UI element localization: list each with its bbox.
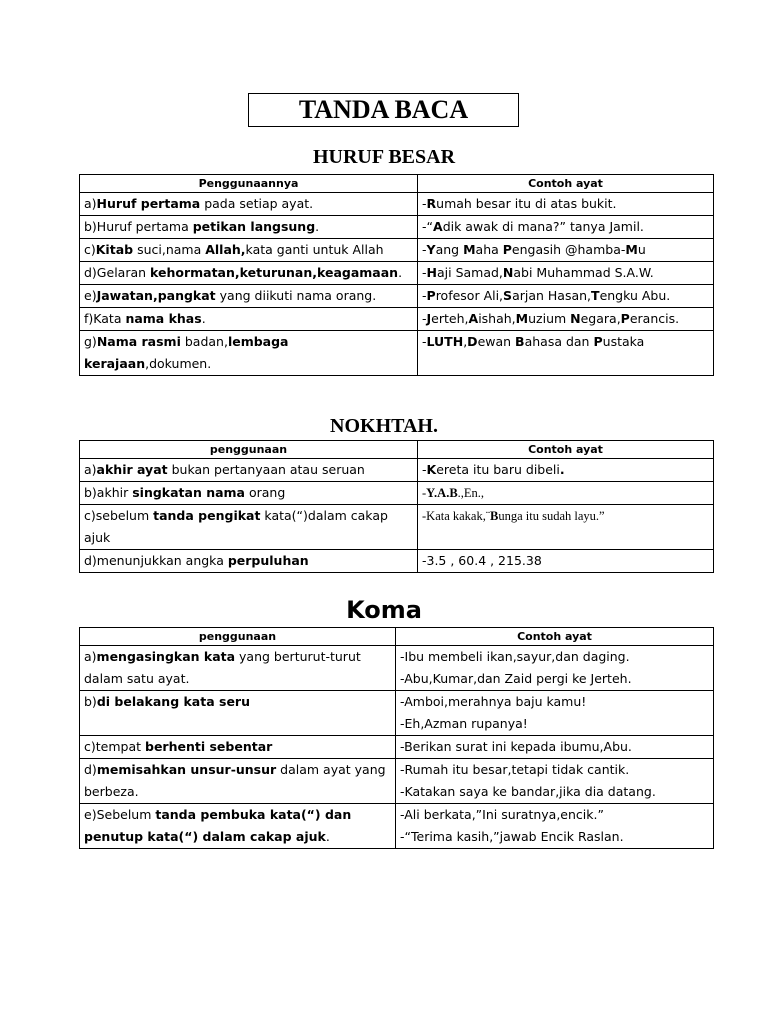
bold-text: tanda pembuka kata(“) dan penutup kata(“) dalam cakap ajuk (84, 807, 352, 844)
usage-cell (80, 331, 418, 376)
text: -Kata kakak,¨ (422, 509, 491, 523)
example-line (422, 239, 709, 261)
bold-text: N (502, 265, 514, 280)
text: arjan Hasan, (512, 288, 592, 303)
text: abi Muhammad S.A.W. (513, 265, 654, 280)
table-huruf-besar (79, 174, 714, 376)
example-line (400, 736, 709, 758)
bold-text: K (426, 462, 437, 477)
text: - (422, 242, 427, 257)
text: a) (84, 196, 97, 211)
example-line (400, 781, 709, 803)
table-row (80, 646, 714, 691)
text: engku Abu. (599, 288, 671, 303)
example-line (422, 505, 709, 527)
table-row (80, 216, 714, 239)
example-line (400, 691, 709, 713)
text: - (422, 334, 427, 349)
text: c)sebelum (84, 508, 154, 523)
text: ustaka (602, 334, 645, 349)
bold-text: P (593, 334, 603, 349)
text: rofesor Ali, (435, 288, 504, 303)
table-row (80, 550, 714, 573)
section-heading-nokhtah: NOKHTAH. (330, 415, 438, 437)
bold-text: akhir ayat (96, 462, 168, 477)
text: -“ (422, 219, 433, 234)
text: c)tempat (84, 739, 145, 754)
example-cell (418, 550, 714, 573)
text: -Berikan surat ini kepada ibumu,Abu. (400, 739, 632, 754)
text: - (422, 462, 427, 477)
text: -3.5 , 60.4 , 215.38 (422, 553, 542, 568)
text: kata ganti untuk Allah (245, 242, 384, 257)
text: egara, (580, 311, 621, 326)
bold-text: A (468, 311, 479, 326)
bold-text: R (426, 196, 437, 211)
usage-cell (80, 239, 418, 262)
bold-text: P (426, 288, 436, 303)
table-row (80, 505, 714, 550)
text: . (325, 829, 330, 844)
table-row (80, 759, 714, 804)
usage-cell (80, 459, 418, 482)
text: ang (435, 242, 464, 257)
text: b)akhir (84, 485, 133, 500)
table-row (80, 459, 714, 482)
bold-text: D (467, 334, 478, 349)
example-line (400, 668, 709, 690)
usage-cell (80, 736, 396, 759)
text: e)Sebelum (84, 807, 156, 822)
text: -“Terima kasih,”jawab Encik Raslan. (400, 829, 624, 844)
bold-text: S (503, 288, 513, 303)
page-title: TANDA BACA (248, 93, 519, 127)
text: d)menunjukkan angka (84, 553, 228, 568)
usage-cell (80, 193, 418, 216)
example-cell (418, 193, 714, 216)
bold-text: A (433, 219, 443, 234)
text: yang berturut-turut dalam satu ayat. (84, 649, 361, 686)
bold-text: petikan langsung (192, 219, 316, 234)
usage-cell (80, 262, 418, 285)
table-row (80, 239, 714, 262)
bold-text: . (559, 462, 565, 477)
example-cell (396, 646, 714, 691)
example-cell (418, 239, 714, 262)
example-line (422, 308, 709, 330)
text: suci,nama (133, 242, 206, 257)
example-cell (396, 804, 714, 849)
table-row (80, 331, 714, 376)
text: -Ali berkata,”Ini suratnya,encik.” (400, 807, 604, 822)
example-cell (396, 691, 714, 736)
example-line (422, 550, 709, 572)
example-cell (418, 285, 714, 308)
bold-text: kehormatan,keturunan,keagamaan (150, 265, 399, 280)
column-header-usage: Penggunaannya (80, 175, 418, 193)
usage-cell (80, 482, 418, 505)
text: uzium (528, 311, 571, 326)
bold-text: B (515, 334, 525, 349)
text: orang (245, 485, 286, 500)
example-line (400, 759, 709, 781)
bold-text: J (426, 311, 432, 326)
bold-text: B (490, 509, 499, 523)
example-cell (418, 216, 714, 239)
text: aji Samad, (436, 265, 503, 280)
column-header-usage: penggunaan (80, 441, 418, 459)
text: d)Gelaran (84, 265, 151, 280)
text: dalam ayat yang berbeza. (84, 762, 386, 799)
bold-text: Y.A.B (426, 486, 458, 500)
bold-text: T (591, 288, 600, 303)
bold-text: nama khas (125, 311, 202, 326)
usage-cell (80, 804, 396, 849)
column-header-example: Contoh ayat (418, 441, 714, 459)
text: erancis. (629, 311, 680, 326)
bold-text: H (426, 265, 437, 280)
section-heading-koma: Koma (346, 596, 422, 624)
bold-text: di belakang kata seru (96, 694, 250, 709)
text: - (422, 265, 427, 280)
bold-text: Kitab (95, 242, 134, 257)
table-row (80, 262, 714, 285)
text: - (422, 288, 427, 303)
section-heading-huruf-besar: HURUF BESAR (312, 146, 456, 168)
text: engasih @hamba- (511, 242, 626, 257)
column-header-usage: penggunaan (80, 628, 396, 646)
text: a) (84, 649, 97, 664)
column-header-example: Contoh ayat (418, 175, 714, 193)
table-row (80, 804, 714, 849)
usage-cell (80, 550, 418, 573)
bold-text: tanda pengikat (153, 508, 261, 523)
table-row (80, 308, 714, 331)
bold-text: M (625, 242, 638, 257)
bold-text: mengasingkan kata (96, 649, 236, 664)
example-line (422, 331, 709, 353)
text: u (637, 242, 646, 257)
usage-cell (80, 216, 418, 239)
text: . (398, 265, 403, 280)
text: dik awak di mana?” tanya Jamil. (442, 219, 644, 234)
text: erteh, (431, 311, 469, 326)
table-row (80, 482, 714, 505)
example-line (400, 713, 709, 735)
text: aha (475, 242, 503, 257)
bold-text: N (570, 311, 581, 326)
text: -Eh,Azman rupanya! (400, 716, 528, 731)
usage-cell (80, 646, 396, 691)
text: kata(“)dalam cakap ajuk (84, 508, 388, 545)
text: b)Huruf pertama (84, 219, 193, 234)
example-line (422, 216, 709, 238)
text: -Katakan saya ke bandar,jika dia datang. (400, 784, 656, 799)
example-cell (418, 482, 714, 505)
example-line (400, 826, 709, 848)
example-cell (418, 308, 714, 331)
bold-text: Y (426, 242, 436, 257)
bold-text: LUTH (426, 334, 464, 349)
text: bukan pertanyaan atau seruan (167, 462, 365, 477)
bold-text: P (620, 311, 630, 326)
table-row (80, 193, 714, 216)
text: . (315, 219, 320, 234)
table-row (80, 736, 714, 759)
text: ishah, (478, 311, 516, 326)
example-line (400, 646, 709, 668)
text: , (463, 334, 468, 349)
example-line (422, 482, 709, 504)
example-line (422, 193, 709, 215)
example-cell (418, 505, 714, 550)
text: umah besar itu di atas bukit. (436, 196, 617, 211)
example-cell (418, 331, 714, 376)
text: pada setiap ayat. (200, 196, 314, 211)
table-row (80, 285, 714, 308)
bold-text: P (502, 242, 512, 257)
example-cell (396, 736, 714, 759)
bold-text: memisahkan unsur-unsur (96, 762, 277, 777)
text: g) (84, 334, 97, 349)
bold-text: Nama rasmi (96, 334, 181, 349)
bold-text: M (463, 242, 476, 257)
bold-text: lembaga kerajaan (84, 334, 289, 371)
table-row (80, 691, 714, 736)
example-line (422, 459, 709, 481)
example-cell (418, 459, 714, 482)
text: ,dokumen. (145, 356, 212, 371)
usage-cell (80, 505, 418, 550)
text: - (422, 486, 427, 500)
text: yang diikuti nama orang. (215, 288, 377, 303)
text: f)Kata (84, 311, 126, 326)
column-header-example: Contoh ayat (396, 628, 714, 646)
bold-text: perpuluhan (227, 553, 309, 568)
text: badan, (180, 334, 228, 349)
usage-cell (80, 308, 418, 331)
text: d) (84, 762, 97, 777)
bold-text: M (515, 311, 529, 326)
text: -Amboi,merahnya baju kamu! (400, 694, 587, 709)
text: c) (84, 242, 96, 257)
example-line (400, 804, 709, 826)
bold-text: Jawatan,pangkat (96, 288, 216, 303)
text: -Rumah itu besar,tetapi tidak cantik. (400, 762, 630, 777)
text: -Ibu membeli ikan,sayur,dan daging. (400, 649, 630, 664)
usage-cell (80, 285, 418, 308)
text: a) (84, 462, 97, 477)
text: e) (84, 288, 97, 303)
text: ahasa dan (524, 334, 594, 349)
text: b) (84, 694, 97, 709)
text: .,En., (457, 486, 485, 500)
text: - (422, 311, 427, 326)
text: ereta itu baru dibeli (436, 462, 560, 477)
example-line (422, 262, 709, 284)
bold-text: Huruf pertama (96, 196, 201, 211)
text: -Abu,Kumar,dan Zaid pergi ke Jerteh. (400, 671, 632, 686)
text: . (201, 311, 206, 326)
text: unga itu sudah layu.” (498, 509, 605, 523)
bold-text: Allah, (205, 242, 246, 257)
table-nokhtah (79, 440, 714, 573)
bold-text: singkatan nama (132, 485, 245, 500)
bold-text: berhenti sebentar (145, 739, 273, 754)
text: ewan (477, 334, 516, 349)
example-cell (396, 759, 714, 804)
usage-cell (80, 759, 396, 804)
usage-cell (80, 691, 396, 736)
text: - (422, 196, 427, 211)
table-koma (79, 627, 714, 849)
example-cell (418, 262, 714, 285)
example-line (422, 285, 709, 307)
